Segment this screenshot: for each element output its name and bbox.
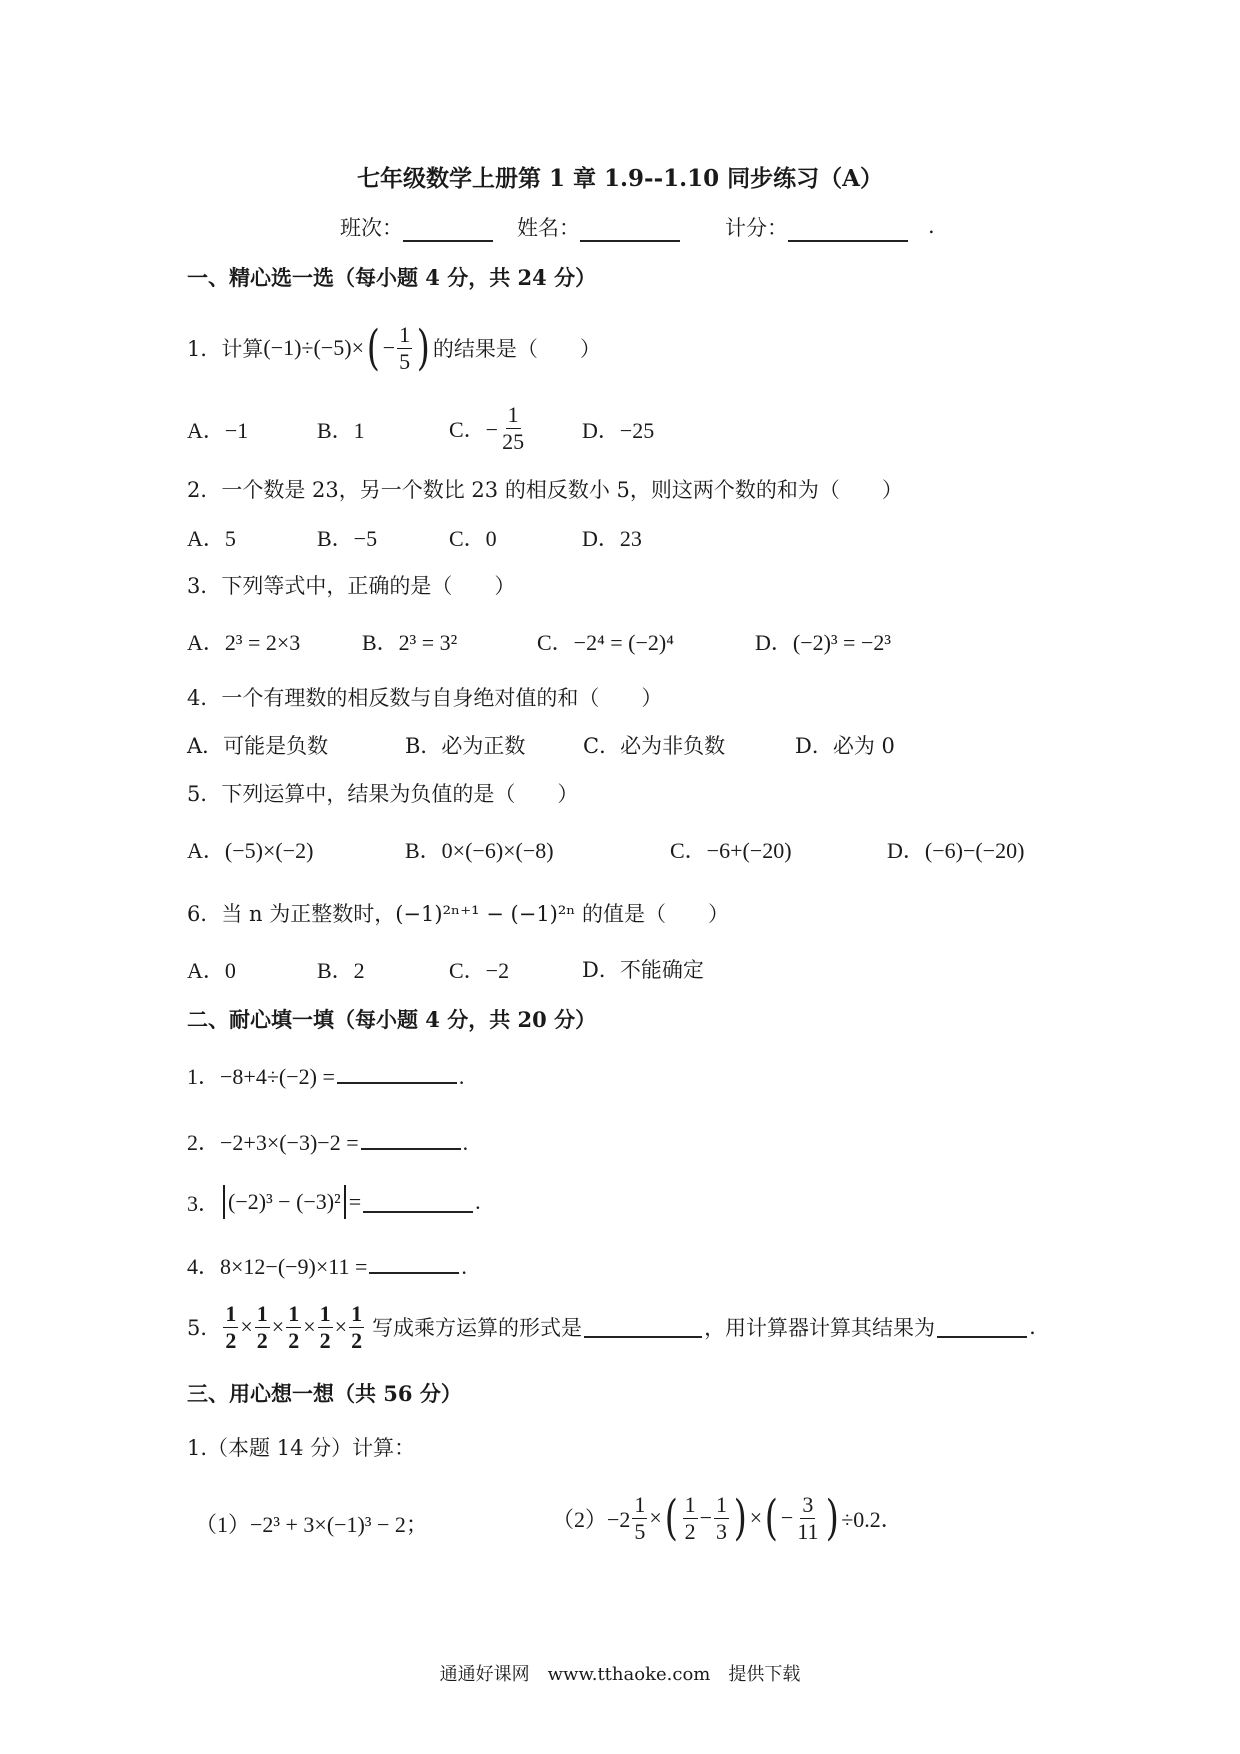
s1-question-1	[187, 318, 601, 378]
s3-p2-tail: ÷0.2．	[841, 1506, 903, 1532]
option-c-fraction	[500, 403, 526, 452]
option-d[interactable]: D．(−6)−(−20)	[887, 838, 1025, 863]
fraction-denominator: 2	[319, 1327, 331, 1353]
answer-blank[interactable]	[363, 1191, 473, 1213]
half-fraction-3	[286, 1302, 301, 1351]
fraction-denominator: 25	[502, 428, 525, 454]
option-b[interactable]: B．−5	[317, 526, 378, 551]
times-sign: ×	[649, 1505, 662, 1530]
option-c[interactable]: C．−6+(−20)	[670, 838, 792, 863]
fraction-numerator: 1	[319, 1301, 331, 1327]
fraction-numerator: 1	[288, 1301, 300, 1327]
info-score	[725, 212, 908, 242]
option-b[interactable]: B．1	[317, 418, 365, 443]
option-b[interactable]: B．2³ = 3²	[362, 630, 458, 655]
abs-bar-right-icon	[344, 1185, 346, 1219]
s1-question-3: 3．下列等式中，正确的是（ ）	[187, 574, 516, 598]
fraction-half	[683, 1493, 698, 1542]
s2-q4-expression: 4．8×12−(−9)×11 =	[187, 1254, 368, 1279]
section-2-heading: 二、耐心填一填（每小题 4 分，共 20 分）	[187, 1007, 597, 1032]
option-c-label: C．−	[449, 416, 499, 442]
s2-q2-expression: 2．−2+3×(−3)−2 =	[187, 1130, 359, 1155]
page-title: 七年级数学上册第 1 章 1.9--1.10 同步练习（A）	[356, 165, 883, 192]
s2-q3-expression: (−2)³ − (−3)²	[228, 1189, 341, 1214]
answer-blank[interactable]	[361, 1128, 461, 1150]
fraction-numerator: 1	[225, 1301, 237, 1327]
s3-q1-part-2	[552, 1478, 903, 1558]
answer-blank[interactable]	[369, 1252, 459, 1274]
answer-blank-power-form[interactable]	[584, 1316, 702, 1338]
fraction-denominator: 5	[399, 348, 411, 374]
half-fraction-5	[349, 1302, 364, 1351]
fraction-denominator: 5	[634, 1518, 646, 1544]
answer-blank-result[interactable]	[937, 1316, 1027, 1338]
s2-q3-number: 3．	[187, 1190, 221, 1216]
s3-p2-label: （2）−2	[552, 1506, 631, 1532]
s2-question-4	[187, 1250, 467, 1281]
s2-q5-number: 5．	[187, 1316, 222, 1340]
option-a[interactable]: A．0	[187, 958, 236, 983]
half-fraction-4	[318, 1302, 333, 1351]
s2-question-2	[187, 1126, 468, 1157]
fraction-numerator: 3	[802, 1492, 814, 1518]
fraction-denominator: 11	[797, 1518, 819, 1544]
s1-question-6: 6．当 n 为正整数时，(−1)²ⁿ⁺¹ − (−1)²ⁿ 的值是（ ）	[187, 902, 730, 926]
s1-q1-number: 1．	[187, 337, 222, 361]
mixed-fraction	[632, 1493, 647, 1542]
fraction-third	[714, 1493, 729, 1542]
answer-blank[interactable]	[337, 1062, 457, 1084]
abs-bar-left-icon	[223, 1185, 225, 1219]
half-fraction-2	[255, 1302, 270, 1351]
s1-q1-prefix: 计算	[221, 337, 264, 361]
footer-source: 通通好课网 www.tthaoke.com 提供下载	[439, 1664, 801, 1685]
option-b[interactable]: B．0×(−6)×(−8)	[405, 838, 554, 863]
option-a[interactable]: A．可能是负数	[187, 734, 329, 758]
s1-q1-options	[187, 400, 1087, 460]
times-sign: ×	[303, 1314, 316, 1339]
s1-q1-expression: (−1)÷(−5)×	[263, 335, 364, 360]
s2-q3-equals: =	[348, 1189, 362, 1214]
option-b[interactable]: B．必为正数	[405, 734, 526, 758]
fraction-denominator: 2	[684, 1518, 696, 1544]
fraction-denominator: 2	[256, 1327, 268, 1353]
option-d[interactable]: D．不能确定	[582, 958, 704, 982]
minus-sign: −	[780, 1505, 794, 1530]
info-class	[340, 212, 493, 242]
option-d[interactable]: D．必为 0	[795, 734, 895, 758]
s2-question-5	[187, 1296, 1036, 1358]
left-paren-icon: (	[664, 1490, 678, 1546]
fraction-denominator: 2	[288, 1327, 300, 1353]
option-c[interactable]	[449, 400, 528, 456]
half-fraction-1	[223, 1302, 238, 1351]
fraction-numerator: 1	[716, 1492, 727, 1518]
left-paren-icon: (	[366, 320, 380, 376]
option-d[interactable]: D．(−2)³ = −2³	[755, 630, 891, 655]
times-sign: ×	[271, 1314, 285, 1339]
s2-q5-text: 写成乘方运算的形式是	[372, 1316, 583, 1340]
right-paren-icon: )	[416, 320, 431, 376]
period: .	[475, 1189, 481, 1214]
minus-sign: −	[699, 1505, 712, 1530]
section-1-heading: 一、精心选一选（每小题 4 分，共 24 分）	[187, 265, 597, 290]
option-b[interactable]: B．2	[317, 958, 365, 983]
s3-question-1: 1.（本题 14 分）计算：	[187, 1436, 416, 1460]
option-c[interactable]: C．−2⁴ = (−2)⁴	[537, 630, 674, 655]
period: .	[1029, 1315, 1036, 1339]
times-sign: ×	[240, 1314, 253, 1339]
fraction-denominator: 2	[225, 1327, 237, 1353]
fraction-numerator: 1	[507, 402, 519, 428]
fraction-numerator: 1	[351, 1301, 363, 1327]
option-d[interactable]: D．−25	[582, 418, 655, 443]
period: .	[461, 1254, 467, 1279]
fraction-numerator: 1	[634, 1492, 646, 1518]
option-a[interactable]: A．2³ = 2×3	[187, 630, 301, 655]
s1-question-2: 2．一个数是 23，另一个数比 23 的相反数小 5，则这两个数的和为（ ）	[187, 478, 903, 502]
score-label: 计分：	[725, 216, 788, 240]
fraction-three-elevenths	[795, 1493, 820, 1542]
s2-question-1	[187, 1060, 464, 1091]
name-label: 姓名：	[517, 216, 580, 240]
s1-question-4: 4．一个有理数的相反数与自身绝对值的和（ ）	[187, 686, 663, 710]
info-trailing-dot: .	[928, 214, 935, 238]
s2-question-3	[187, 1180, 481, 1224]
times-sign: ×	[334, 1314, 348, 1339]
option-a[interactable]: A．−1	[187, 418, 249, 443]
right-paren-icon: )	[825, 1490, 839, 1546]
s1-q1-frac-neg: −	[382, 335, 396, 360]
s2-q5-text-2: ，用计算器计算其结果为	[704, 1316, 936, 1340]
section-3-heading: 三、用心想一想（共 56 分）	[187, 1381, 462, 1406]
period: .	[462, 1130, 469, 1155]
fraction-denominator: 3	[716, 1518, 727, 1544]
option-c[interactable]: C．−2	[449, 958, 510, 983]
class-blank[interactable]	[403, 218, 493, 242]
fraction-numerator: 1	[684, 1492, 696, 1518]
class-label: 班次：	[340, 216, 403, 240]
option-a[interactable]: A．5	[187, 526, 236, 551]
right-paren-icon: )	[733, 1490, 747, 1546]
info-name	[517, 212, 680, 242]
s2-q1-expression: 1．−8+4÷(−2) =	[187, 1064, 335, 1089]
option-d[interactable]: D．23	[582, 526, 642, 551]
times-sign: ×	[749, 1505, 763, 1530]
period: .	[458, 1064, 465, 1089]
score-blank[interactable]	[788, 218, 908, 242]
option-c[interactable]: C．必为非负数	[583, 734, 726, 758]
name-blank[interactable]	[580, 218, 680, 242]
s1-q1-fraction	[397, 323, 412, 372]
left-paren-icon: (	[764, 1490, 779, 1546]
option-a[interactable]: A．(−5)×(−2)	[187, 838, 314, 863]
s1-question-5: 5．下列运算中，结果为负值的是（ ）	[187, 782, 579, 806]
fraction-numerator: 1	[256, 1301, 268, 1327]
s3-q1-part-1: （1）−2³ + 3×(−1)³ − 2；	[195, 1512, 428, 1537]
fraction-numerator: 1	[399, 322, 411, 348]
fraction-denominator: 2	[351, 1327, 363, 1353]
option-c[interactable]: C．0	[449, 526, 497, 551]
s1-q1-suffix: 的结果是（ ）	[432, 337, 601, 361]
